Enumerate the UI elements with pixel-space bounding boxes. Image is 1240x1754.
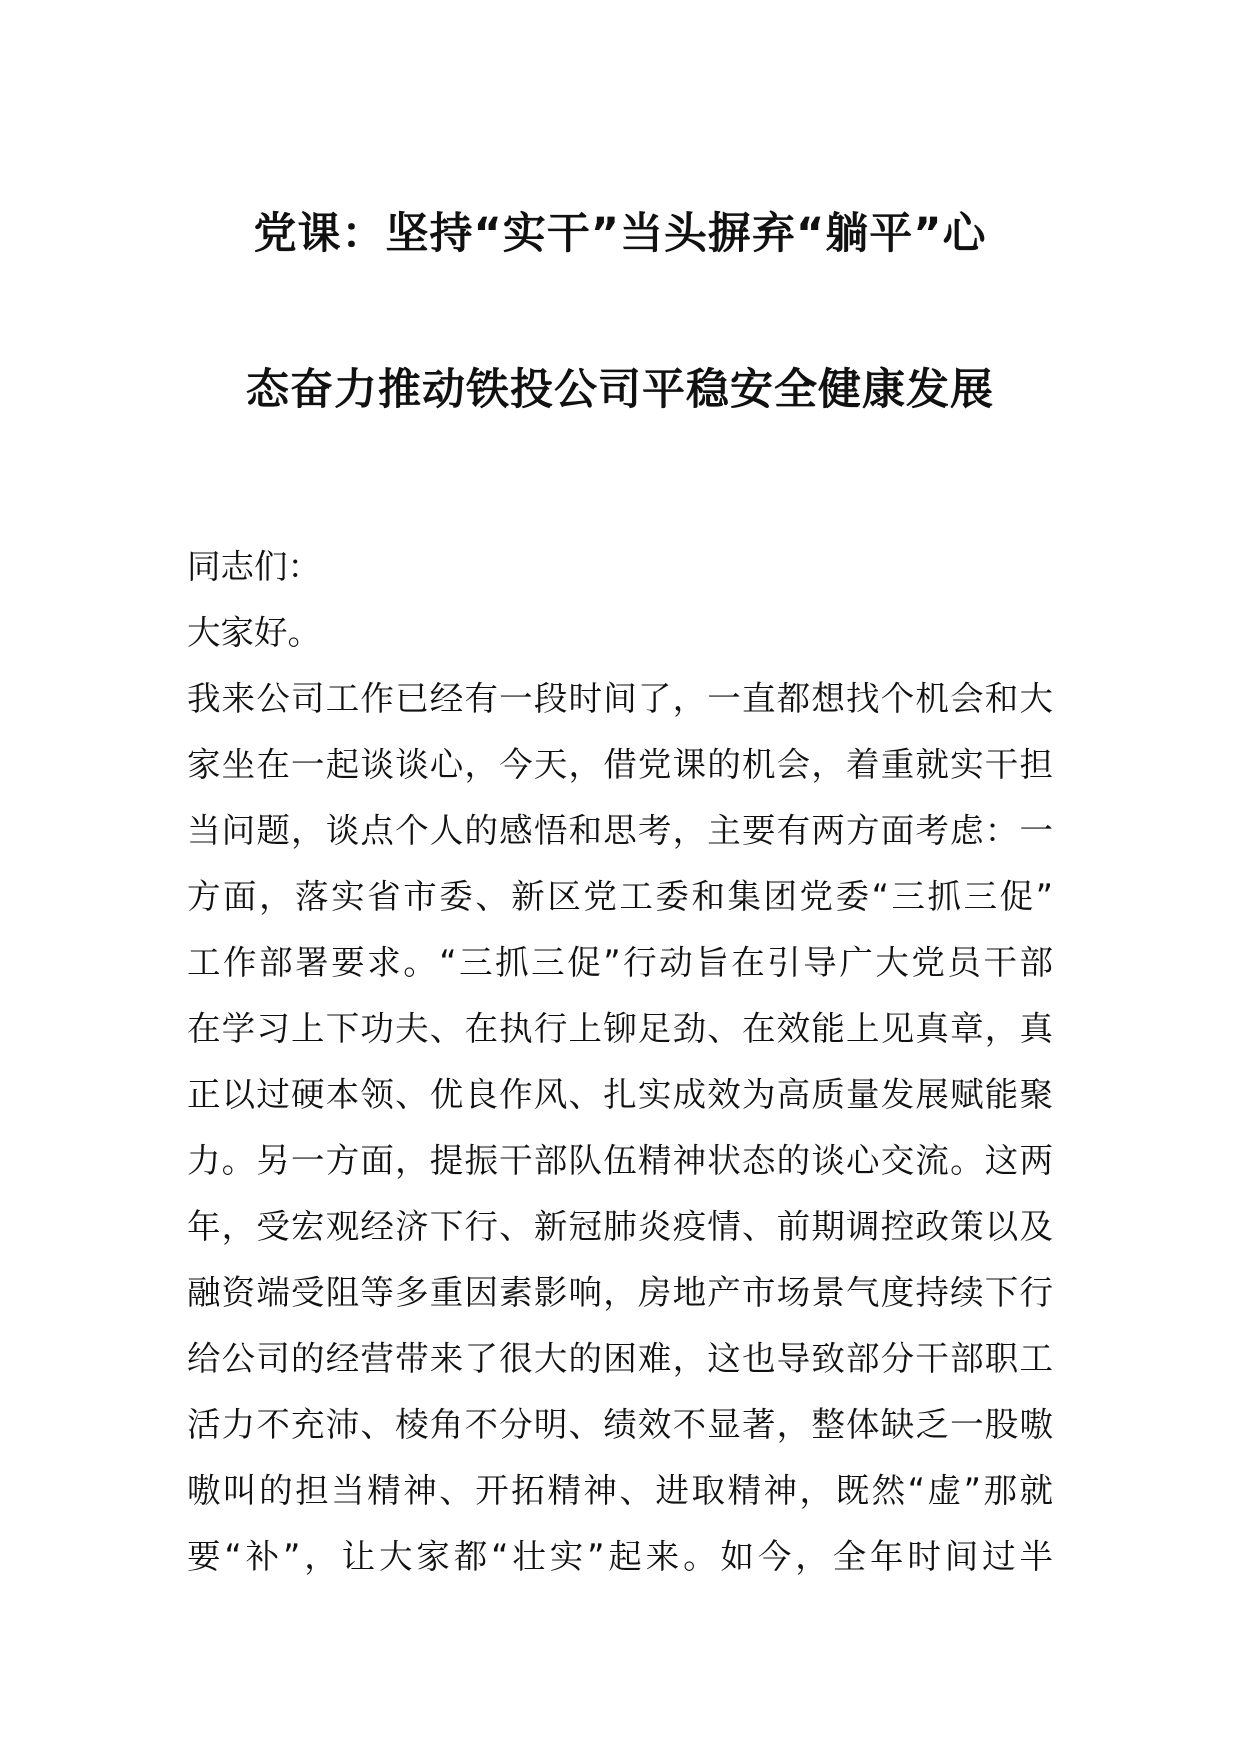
body-line: 工作部署要求。“三抓三促”行动旨在引导广大党员干部 [187,943,1053,982]
body-line: 给公司的经营带来了很大的困难，这也导致部分干部职工 [187,1339,1053,1378]
body-line: 家坐在一起谈谈心，今天，借党课的机会，着重就实干担 [187,745,1053,784]
body-line: 力。另一方面，提振干部队伍精神状态的谈心交流。这两 [187,1141,1053,1180]
body-line: 在学习上下功夫、在执行上铆足劲、在效能上见真章，真 [187,1009,1053,1048]
body-line: 嗷叫的担当精神、开拓精神、进取精神，既然“虚”那就 [187,1471,1053,1510]
document-title-line-1: 党课：坚持“实干”当头摒弃“躺平”心 [253,209,987,259]
body-line: 当问题，谈点个人的感悟和思考，主要有两方面考虑：一 [187,811,1053,850]
body-line: 融资端受阻等多重因素影响，房地产市场景气度持续下行 [187,1273,1053,1312]
document-title-line-2: 态奋力推动铁投公司平稳安全健康发展 [246,365,994,415]
body-line: 活力不充沛、棱角不分明、绩效不显著，整体缺乏一股嗷 [187,1405,1053,1444]
greeting: 大家好。 [187,613,321,652]
body-line: 正以过硬本领、优良作风、扎实成效为高质量发展赋能聚 [187,1075,1053,1114]
salutation: 同志们： [187,547,321,586]
body-line: 要“补”，让大家都“壮实”起来。如今，全年时间过半 [187,1537,1053,1576]
body-line: 年，受宏观经济下行、新冠肺炎疫情、前期调控政策以及 [187,1207,1053,1246]
body-line: 方面，落实省市委、新区党工委和集团党委“三抓三促” [187,877,1053,916]
body-line: 我来公司工作已经有一段时间了，一直都想找个机会和大 [187,679,1053,718]
